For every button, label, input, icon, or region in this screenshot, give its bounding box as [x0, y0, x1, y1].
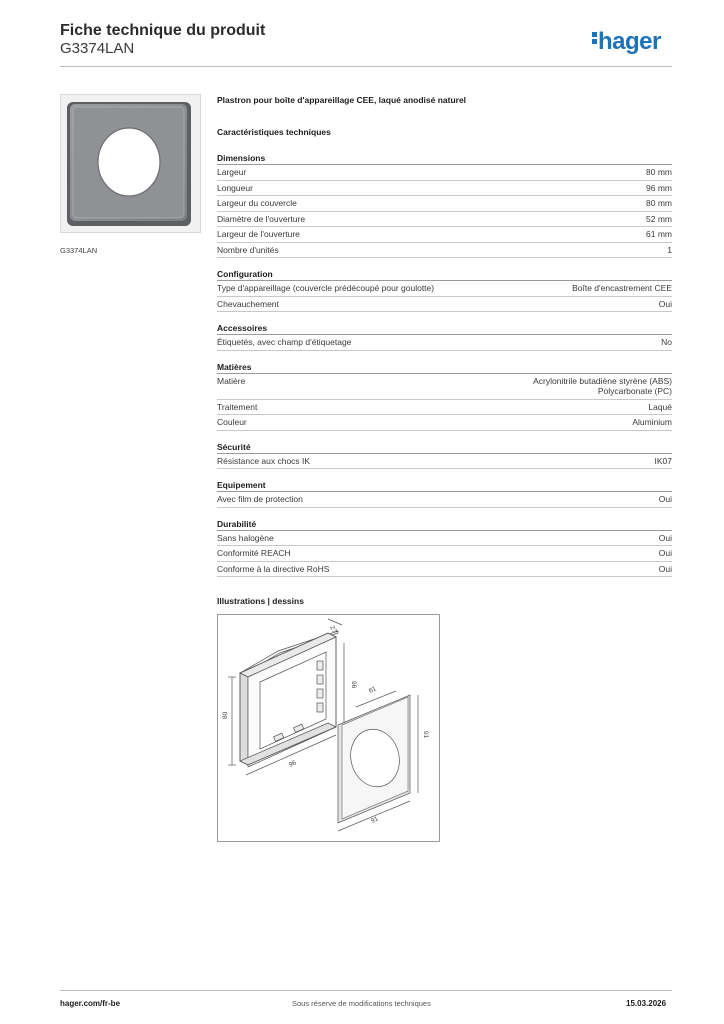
specs-heading: Caractéristiques techniques	[217, 127, 331, 137]
spec-section-securite	[217, 442, 672, 470]
spec-row: Conformité REACH Oui	[217, 546, 672, 562]
section-title: Configuration	[217, 269, 672, 281]
logo-text: hager	[598, 28, 661, 55]
spec-content	[217, 95, 672, 588]
spec-row: Chevauchement Oui	[217, 297, 672, 313]
dim-plate-height: 91	[422, 731, 429, 739]
spec-section-durabilite	[217, 519, 672, 578]
section-title: Equipement	[217, 480, 672, 492]
spec-row: Étiquetés, avec champ d'étiquetage No	[217, 335, 672, 351]
spec-row: Nombre d'unités 1	[217, 243, 672, 259]
spec-section-matieres	[217, 362, 672, 431]
product-description: Plastron pour boîte d'appareillage CEE, laqué anodisé naturel	[217, 95, 467, 105]
spec-section-equipement	[217, 480, 672, 508]
dim-length: 96	[287, 759, 298, 769]
section-title: Durabilité	[217, 519, 672, 531]
spec-row: Sans halogène Oui	[217, 531, 672, 547]
product-reference: G3374LAN	[60, 40, 135, 57]
spec-section-dimensions	[217, 153, 672, 258]
spec-row: Type d'appareillage (couvercle prédécoupé pour goulotte) Boîte d'encastrement CEE	[217, 281, 672, 297]
logo-dots-icon	[592, 32, 597, 46]
footer-notice: Sous réserve de modifications techniques	[292, 999, 431, 1008]
spec-row: Diamètre de l'ouverture 52 mm	[217, 212, 672, 228]
section-title: Accessoires	[217, 323, 672, 335]
spec-row: Longueur 96 mm	[217, 181, 672, 197]
dim-height: 80	[222, 711, 229, 719]
footer-divider	[60, 990, 672, 991]
spec-row: Conforme à la directive RoHS Oui	[217, 562, 672, 578]
spec-row: Largeur de l'ouverture 61 mm	[217, 227, 672, 243]
section-title: Dimensions	[217, 153, 672, 165]
illustrations-heading: Illustrations | dessins	[217, 596, 304, 606]
spec-row: Résistance aux chocs IK IK07	[217, 454, 672, 470]
box-and-plate-drawing-icon	[218, 615, 439, 841]
wall-plate-photo-icon	[61, 95, 202, 234]
footer-website-link[interactable]: hager.com/fr-be	[60, 999, 121, 1008]
dim-plate-width: 91	[369, 815, 380, 825]
section-title: Matières	[217, 362, 672, 374]
dim-depth: 27	[328, 624, 338, 635]
spec-row: Largeur 80 mm	[217, 165, 672, 181]
spec-section-configuration	[217, 269, 672, 312]
spec-section-accessoires	[217, 323, 672, 351]
spec-row: Couleur Aluminium	[217, 415, 672, 431]
page-title: Fiche technique du produit	[60, 22, 266, 39]
product-image	[60, 94, 201, 233]
dim-inner: 96	[350, 681, 357, 689]
technical-drawing	[217, 614, 440, 842]
spec-row: Largeur du couvercle 80 mm	[217, 196, 672, 212]
spec-row: Avec film de protection Oui	[217, 492, 672, 508]
spec-row: Traitement Laqué	[217, 400, 672, 416]
section-title: Sécurité	[217, 442, 672, 454]
product-image-caption: G3374LAN	[60, 246, 98, 255]
header-divider	[60, 66, 672, 67]
spec-row: Matière Acrylonitrile butadiène styrène (ABS) Polycarbonate (PC)	[217, 374, 672, 400]
hager-logo[interactable]	[592, 28, 661, 56]
dim-opening: 61	[367, 685, 378, 695]
footer-date: 15.03.2026	[626, 999, 667, 1008]
